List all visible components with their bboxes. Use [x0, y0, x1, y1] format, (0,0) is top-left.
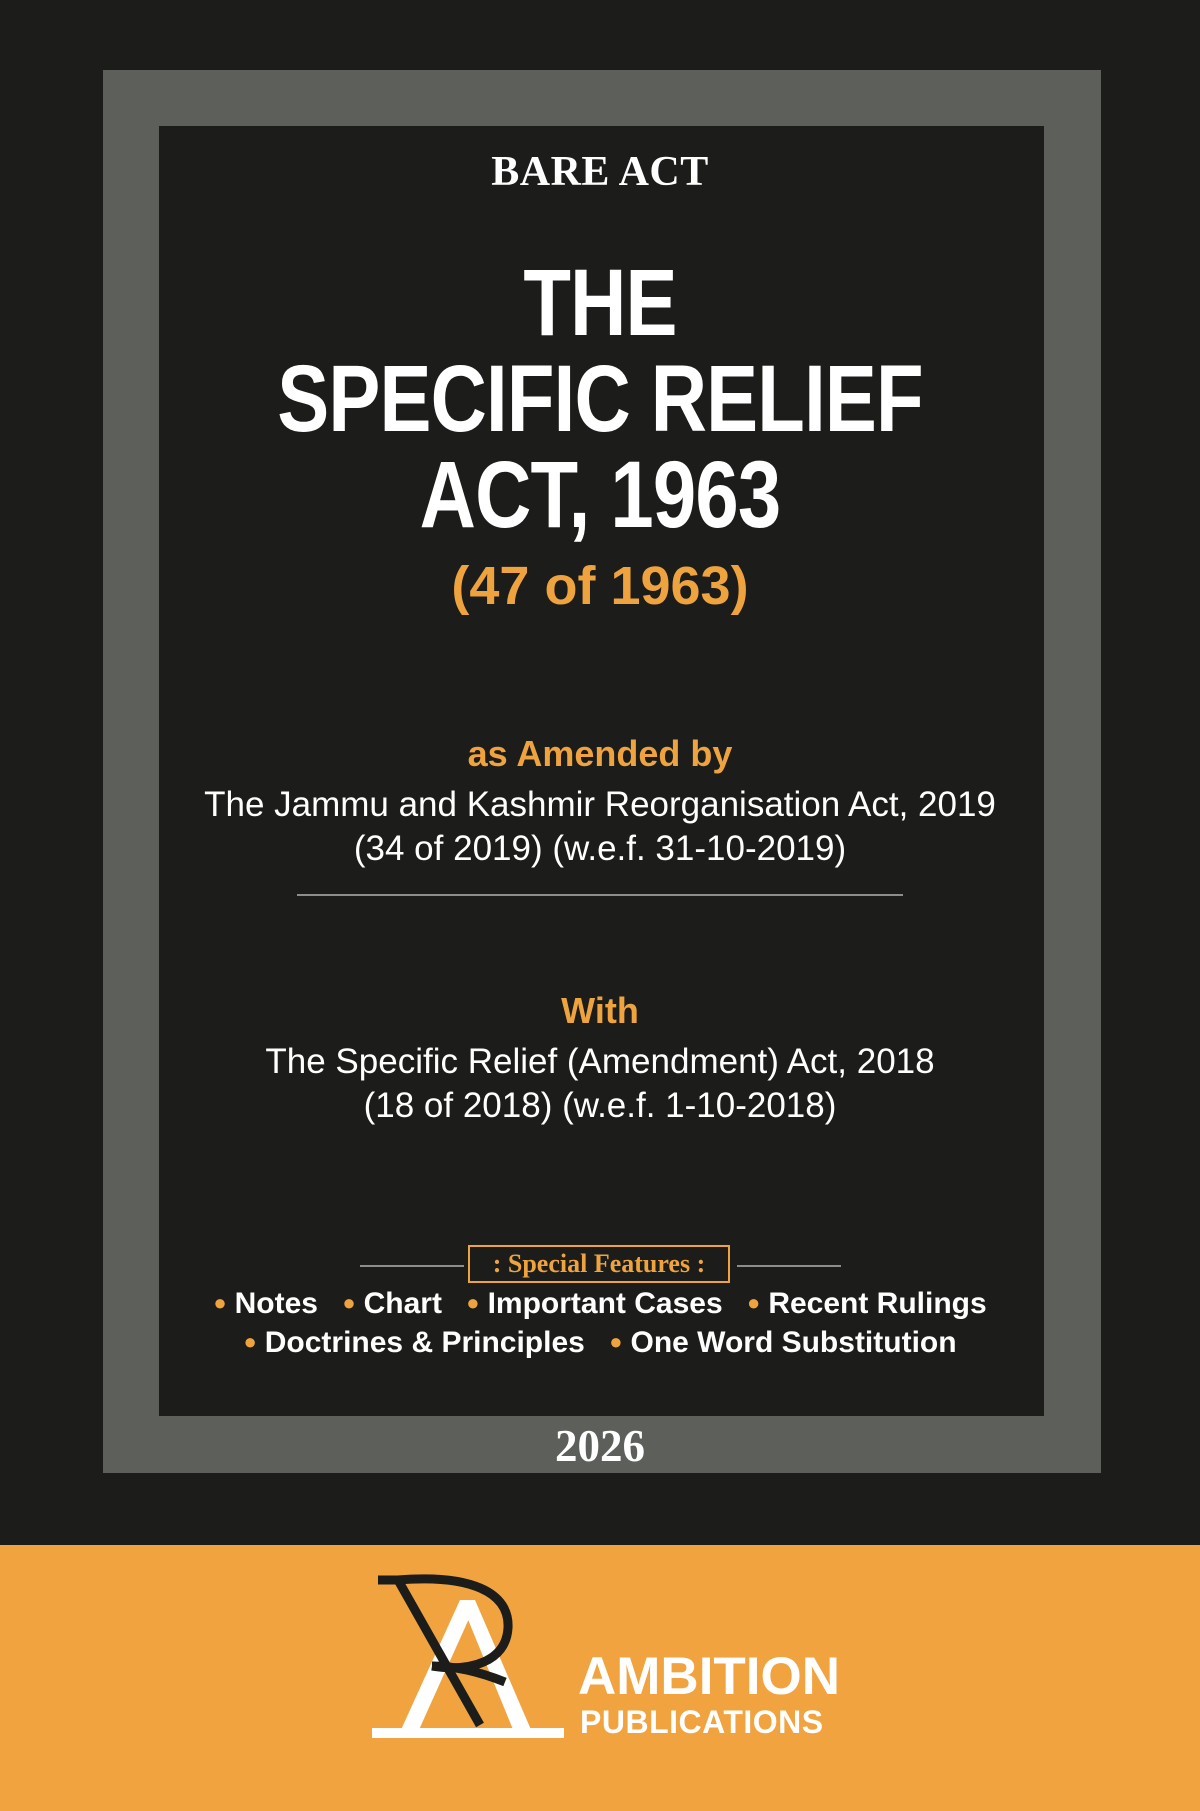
- bullet-icon: ●: [213, 1290, 227, 1315]
- feature-item: [213, 1287, 318, 1320]
- features-list-line-2: [0, 1326, 1200, 1360]
- feature-label: Doctrines & Principles: [264, 1326, 585, 1359]
- feature-label: One Word Substitution: [630, 1326, 957, 1359]
- amended-act-line-1: The Jammu and Kashmir Reorganisation Act, 2019: [204, 785, 996, 824]
- publisher-name: AMBITION: [578, 1647, 841, 1706]
- bullet-icon: ●: [466, 1290, 480, 1315]
- publisher-subtitle: PUBLICATIONS: [580, 1704, 824, 1740]
- act-number: (47 of 1963): [451, 556, 749, 616]
- edition-year: 2026: [555, 1421, 645, 1471]
- bullet-icon: ●: [243, 1329, 257, 1354]
- with-act: [0, 1040, 1200, 1128]
- series-label: BARE ACT: [491, 149, 709, 195]
- features-heading: : Special Features :: [468, 1245, 730, 1283]
- bullet-icon: ●: [609, 1329, 623, 1354]
- features-list-line-1: [0, 1287, 1200, 1321]
- feature-label: Recent Rulings: [768, 1287, 987, 1320]
- title-line-1: THE: [523, 250, 677, 356]
- feature-item: [342, 1287, 442, 1320]
- bullet-icon: ●: [747, 1290, 761, 1315]
- with-label: With: [561, 990, 639, 1031]
- title-line-2: SPECIFIC RELIEF: [277, 346, 923, 452]
- section-divider: [297, 894, 903, 896]
- feature-item: [466, 1287, 722, 1320]
- amended-act: [0, 783, 1200, 871]
- feature-label: Chart: [363, 1287, 442, 1320]
- features-rule-left: [360, 1265, 464, 1267]
- title-line-3: ACT, 1963: [419, 442, 781, 548]
- feature-item: [747, 1287, 987, 1320]
- feature-label: Important Cases: [487, 1287, 723, 1320]
- ar-monogram-logo: [360, 1570, 570, 1745]
- feature-item: [243, 1326, 584, 1359]
- book-title: [108, 250, 1092, 548]
- amended-label: as Amended by: [467, 733, 733, 774]
- feature-label: Notes: [234, 1287, 318, 1320]
- amended-act-line-2: (34 of 2019) (w.e.f. 31-10-2019): [353, 829, 847, 868]
- bullet-icon: ●: [342, 1290, 356, 1315]
- feature-item: [609, 1326, 956, 1359]
- with-act-line-1: The Specific Relief (Amendment) Act, 2018: [265, 1042, 935, 1081]
- features-rule-right: [737, 1265, 841, 1267]
- with-act-line-2: (18 of 2018) (w.e.f. 1-10-2018): [363, 1086, 837, 1125]
